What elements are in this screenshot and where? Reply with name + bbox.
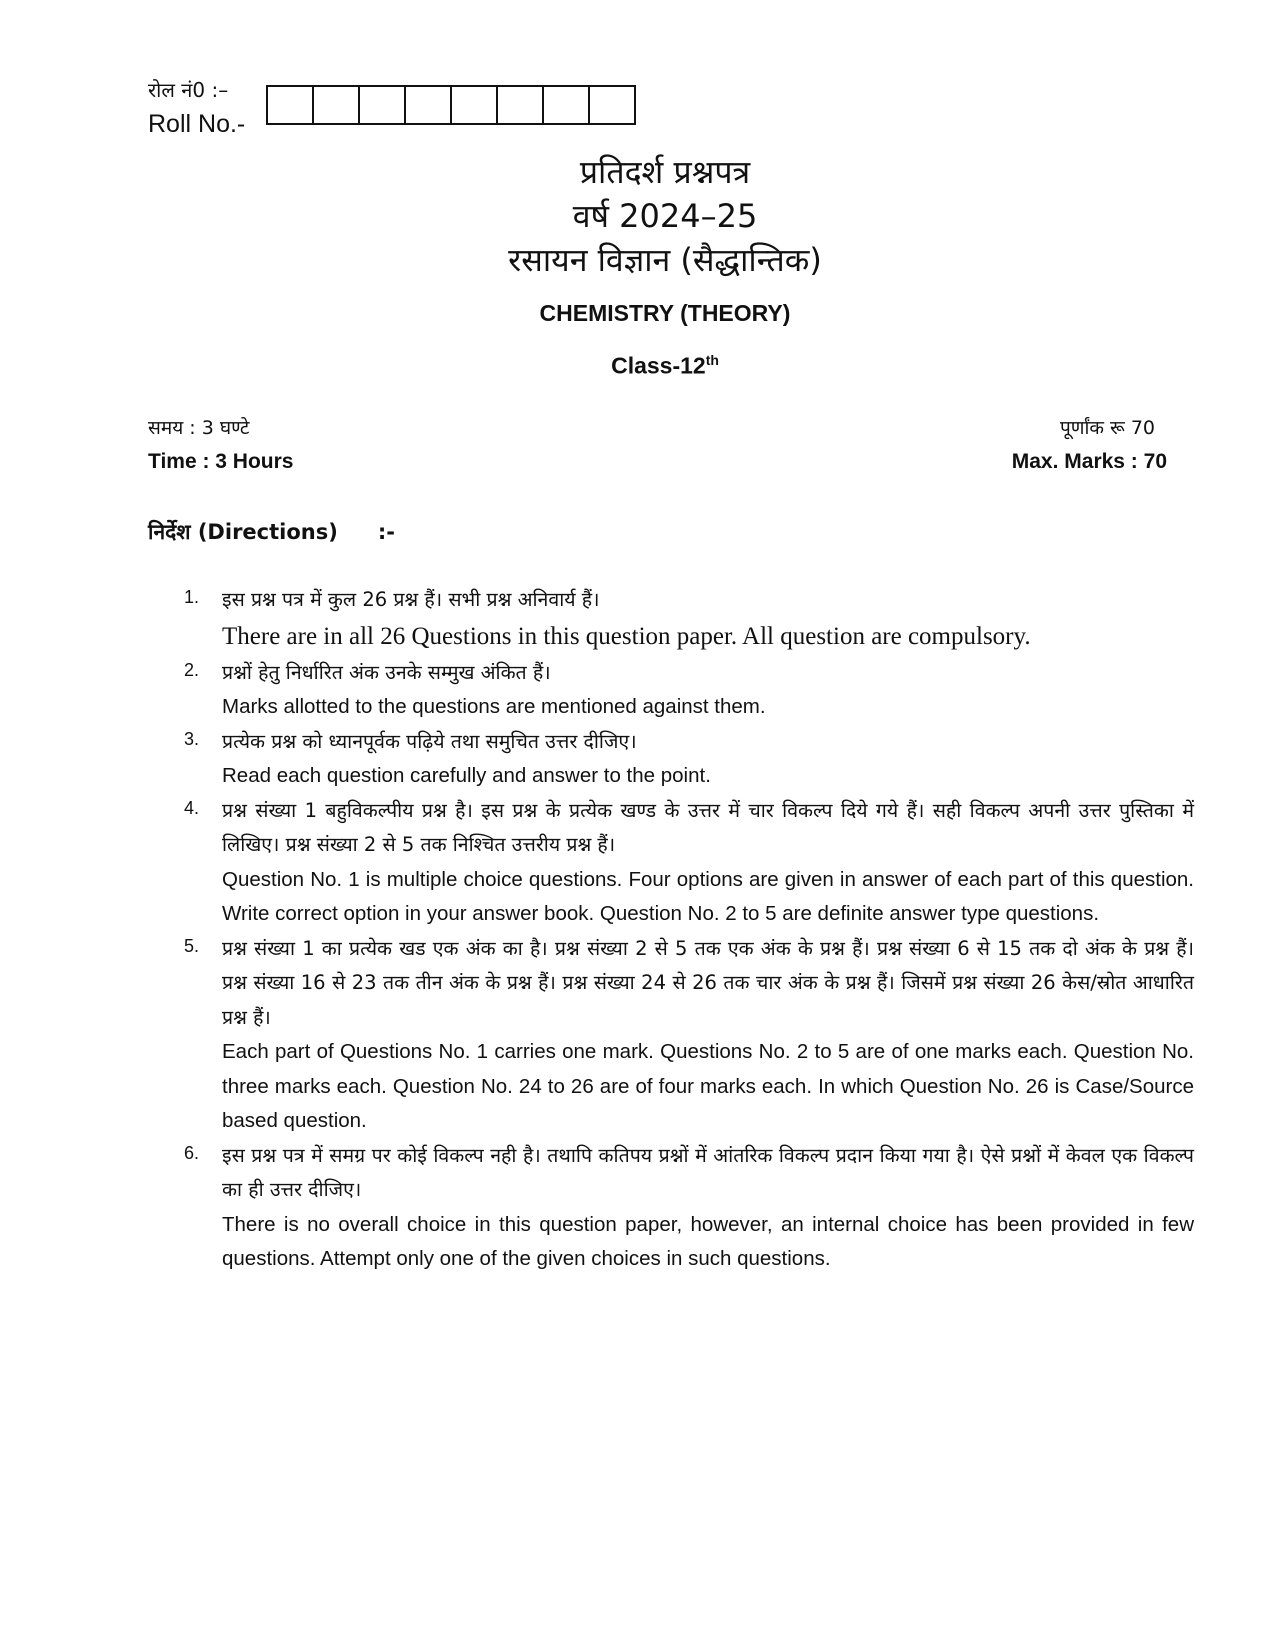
direction-number: 2. [184,659,200,680]
direction-hindi: प्रश्न संख्या 1 बहुविकल्पीय प्रश्न है। इस प्रश्न के प्रत्येक खण्ड के उत्तर में चार विकल्प दिये गये हैं। सही विकल्प अपनी उत्तर पुस्तिका में लिखिए। प्रश्न संख्या 2 से 5 तक निश्चित उत्तरीय प्रश्न हैं। [222,798,1194,856]
directions-colon: :- [377,520,395,544]
time-english: Time : 3 Hours [148,450,294,473]
roll-digit-box[interactable] [544,87,590,123]
roll-digit-box[interactable] [590,87,634,123]
roll-digit-box[interactable] [452,87,498,123]
direction-english: Marks allotted to the questions are mentioned against them. [222,695,766,718]
max-marks-english: Max. Marks : 70 [1011,450,1167,473]
directions-title: निर्देश (Directions) [148,520,338,544]
direction-number: 5. [184,935,200,956]
time-hindi: समय : 3 घण्टे [148,417,250,439]
direction-hindi: प्रश्न संख्या 1 का प्रत्येक खड एक अंक का है। प्रश्न संख्या 2 से 5 तक एक अंक के प्रश्न हैं। प्रश्न संख्या 6 से 15 तक दो अंक के प्रश्न हैं। प्रश्न संख्या 16 से 23 तक तीन अंक के प्रश्न हैं। प्रश्न संख्या 24 से 26 तक चार अंक के प्रश्न हैं। जिसमें प्रश्न संख्या 26 केस/स्रोत आधारित प्रश्न हैं। [222,936,1194,1029]
max-marks-hindi: पूर्णांक रू 70 [1059,417,1155,439]
roll-number-boxes [266,85,636,125]
direction-hindi: प्रश्नों हेतु निर्धारित अंक उनके सम्मुख अंकित हैं। [222,660,551,684]
roll-label-english: Roll No.- [148,110,246,138]
roll-digit-box[interactable] [360,87,406,123]
direction-english: Each part of Questions No. 1 carries one mark. Questions No. 2 to 5 are of one marks each. Question No. three marks each. Question No. 24 to 26 are of four marks each. In which Question No. 26 is Case/Source based question. [222,1040,1194,1132]
direction-english: Question No. 1 is multiple choice questions. Four options are given in answer of each part of this question. Write correct option in your answer book. Question No. 2 to 5 are definite answer type questions. [222,867,1194,925]
class-label [0,352,1275,380]
title-subject-hindi: रसायन विज्ञान (सैद्धान्तिक) [508,241,822,279]
direction-number: 4. [184,797,200,818]
direction-english: There are in all 26 Questions in this question paper. All question are compulsory. [222,622,1031,650]
class-text: Class-12 [611,352,706,379]
direction-hindi: इस प्रश्न पत्र में कुल 26 प्रश्न हैं। सभी प्रश्न अनिवार्य हैं। [222,588,600,611]
subject-english: CHEMISTRY (THEORY) [539,300,791,326]
title-year: वर्ष 2024–25 [572,197,758,235]
direction-hindi: प्रत्येक प्रश्न को ध्यानपूर्वक पढ़िये तथा समुचित उत्तर दीजिए। [222,729,637,753]
roll-digit-box[interactable] [406,87,452,123]
direction-item [184,1139,1194,1277]
roll-digit-box[interactable] [268,87,314,123]
directions-list [184,583,1194,1277]
direction-item [184,932,1194,1139]
direction-item [184,583,1194,656]
title-block [0,150,1275,282]
direction-number: 3. [184,728,200,749]
directions-heading [148,518,395,546]
direction-english: There is no overall choice in this question paper, however, an internal choice has been provided in few questions. Attempt only one of the given choices in such questions. [222,1212,1194,1270]
direction-number: 1. [184,587,200,607]
class-superscript: th [705,352,719,368]
direction-english: Read each question carefully and answer to the point. [222,764,711,787]
direction-number: 6. [184,1142,200,1163]
direction-item [184,656,1194,725]
roll-digit-box[interactable] [314,87,360,123]
roll-label-hindi: रोल नं0 :– [148,78,229,102]
direction-item [184,725,1194,794]
title-sample-paper: प्रतिदर्श प्रश्नपत्र [579,153,751,191]
direction-hindi: इस प्रश्न पत्र में समग्र पर कोई विकल्प नही है। तथापि कतिपय प्रश्नों में आंतरिक विकल्प प्रदान किया गया है। ऐसे प्रश्नों में केवल एक विकल्प का ही उत्तर दीजिए। [222,1143,1194,1201]
direction-item [184,794,1194,932]
roll-digit-box[interactable] [498,87,544,123]
